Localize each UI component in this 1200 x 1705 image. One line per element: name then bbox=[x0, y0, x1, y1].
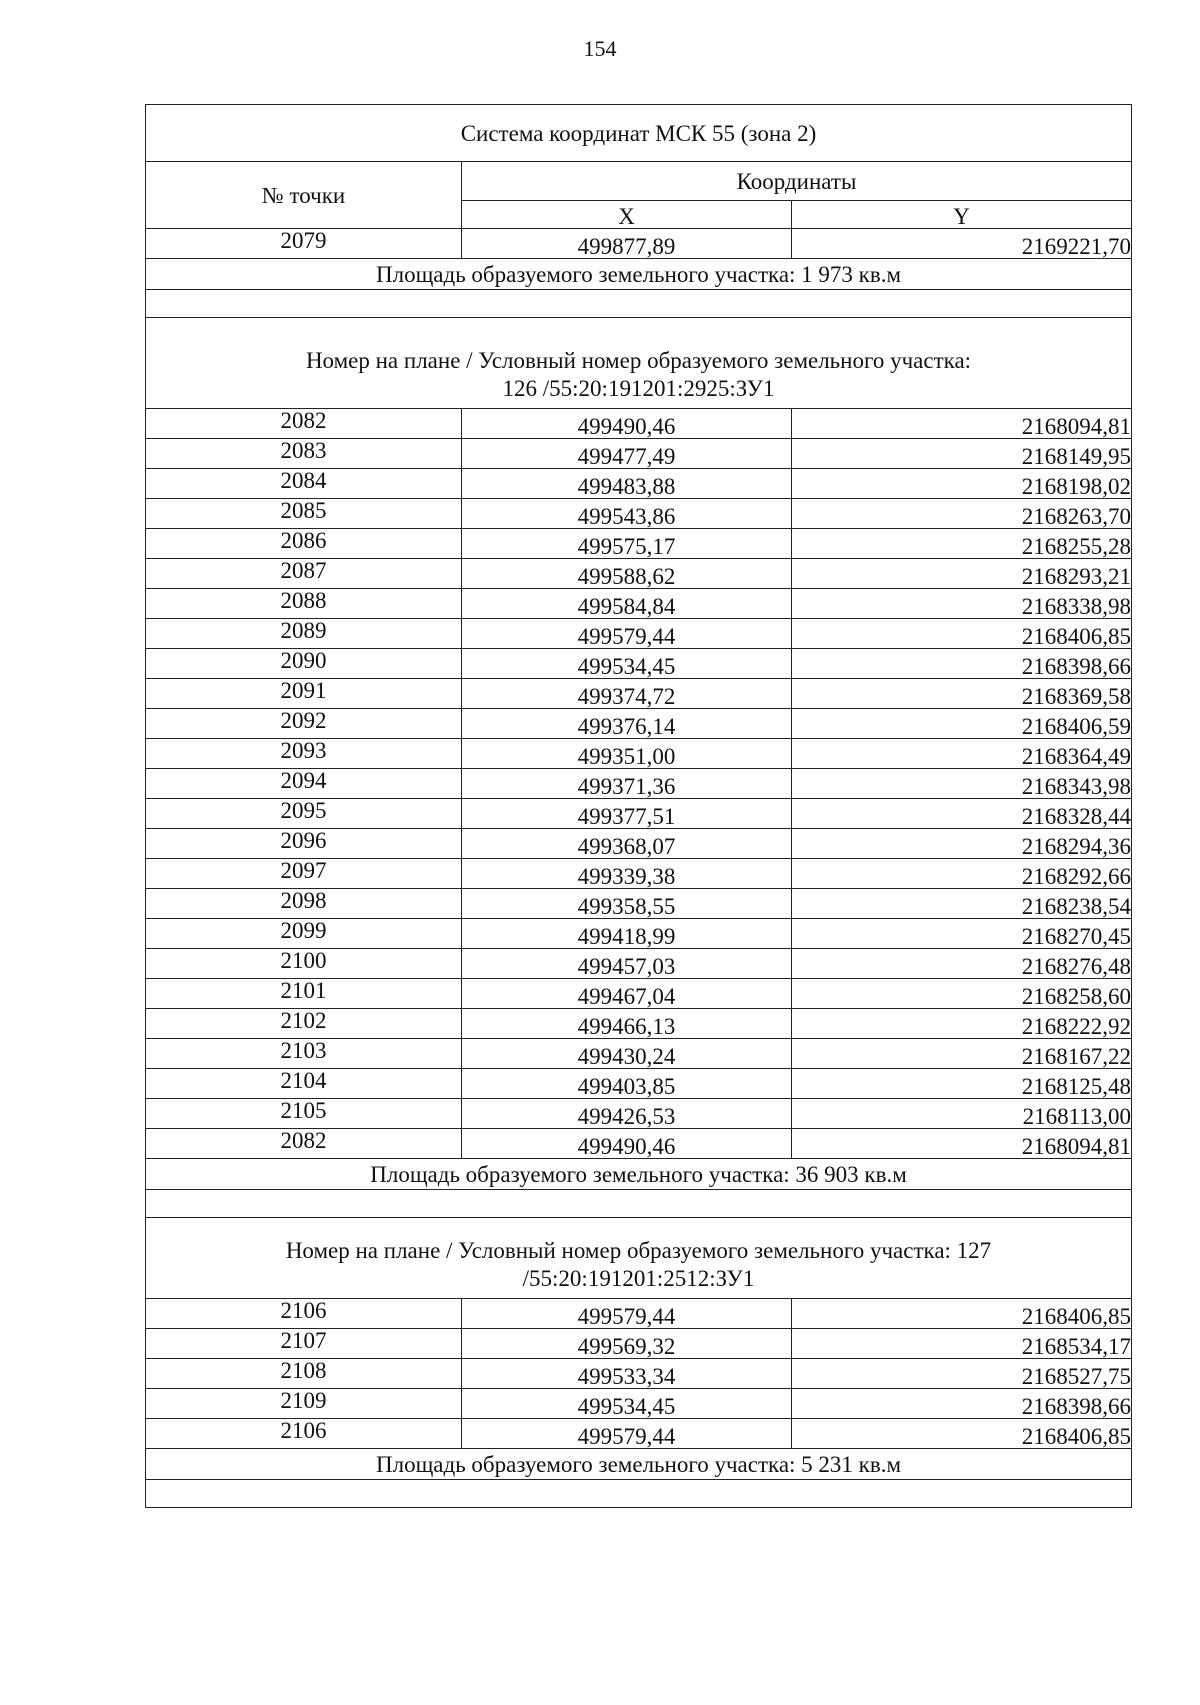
point-number: 2089 bbox=[146, 619, 462, 649]
table-row bbox=[146, 889, 1132, 919]
table-row bbox=[146, 589, 1132, 619]
table-row bbox=[146, 1359, 1132, 1389]
y-coordinate: 2168094,81 bbox=[792, 409, 1132, 439]
area-text: Площадь образуемого земельного участка: 36 903 кв.м bbox=[146, 1159, 1132, 1190]
table-row bbox=[146, 1039, 1132, 1069]
table-row bbox=[146, 1129, 1132, 1159]
y-header: Y bbox=[792, 201, 1132, 229]
table-row bbox=[146, 1009, 1132, 1039]
y-coordinate: 2169221,70 bbox=[792, 229, 1132, 259]
area-text: Площадь образуемого земельного участка: 5 231 кв.м bbox=[146, 1449, 1132, 1480]
table-row bbox=[146, 1299, 1132, 1329]
plot-header-line1: Номер на плане / Условный номер образуемого земельного участка: bbox=[305, 347, 972, 373]
page-number: 154 bbox=[583, 36, 617, 61]
point-number: 2092 bbox=[146, 709, 462, 739]
x-coordinate: 499534,45 bbox=[462, 649, 792, 679]
point-number: 2094 bbox=[146, 769, 462, 799]
y-coordinate: 2168369,58 bbox=[792, 679, 1132, 709]
table-row bbox=[146, 1329, 1132, 1359]
table-row bbox=[146, 799, 1132, 829]
area-row bbox=[146, 1449, 1132, 1480]
point-number: 2103 bbox=[146, 1039, 462, 1069]
table-row bbox=[146, 1389, 1132, 1419]
x-coordinate: 499376,14 bbox=[462, 709, 792, 739]
point-number: 2105 bbox=[146, 1099, 462, 1129]
y-coordinate: 2168270,45 bbox=[792, 919, 1132, 949]
coordinates-header: Координаты bbox=[462, 162, 1132, 201]
y-coordinate: 2168222,92 bbox=[792, 1009, 1132, 1039]
plot-header-line1: Номер на плане / Условный номер образуемого земельного участка: 127 bbox=[285, 1237, 992, 1263]
point-number: 2098 bbox=[146, 889, 462, 919]
x-coordinate: 499588,62 bbox=[462, 559, 792, 589]
point-number: 2108 bbox=[146, 1359, 462, 1389]
x-coordinate: 499377,51 bbox=[462, 799, 792, 829]
point-number: 2097 bbox=[146, 859, 462, 889]
point-number: 2093 bbox=[146, 739, 462, 769]
y-coordinate: 2168294,36 bbox=[792, 829, 1132, 859]
point-number: 2085 bbox=[146, 499, 462, 529]
header-row bbox=[146, 162, 1132, 201]
y-coordinate: 2168125,48 bbox=[792, 1069, 1132, 1099]
y-coordinate: 2168398,66 bbox=[792, 649, 1132, 679]
y-coordinate: 2168527,75 bbox=[792, 1359, 1132, 1389]
y-coordinate: 2168258,60 bbox=[792, 979, 1132, 1009]
table-row bbox=[146, 499, 1132, 529]
point-number: 2091 bbox=[146, 679, 462, 709]
table-title-row bbox=[146, 105, 1132, 162]
point-number: 2086 bbox=[146, 529, 462, 559]
x-coordinate: 499371,36 bbox=[462, 769, 792, 799]
x-header: X bbox=[462, 201, 792, 229]
table-row bbox=[146, 769, 1132, 799]
x-coordinate: 499430,24 bbox=[462, 1039, 792, 1069]
point-number: 2109 bbox=[146, 1389, 462, 1419]
table-row bbox=[146, 679, 1132, 709]
x-coordinate: 499584,84 bbox=[462, 589, 792, 619]
y-coordinate: 2168167,22 bbox=[792, 1039, 1132, 1069]
blank-row bbox=[146, 1480, 1132, 1508]
table-row bbox=[146, 559, 1132, 589]
point-number: 2084 bbox=[146, 469, 462, 499]
table-row bbox=[146, 709, 1132, 739]
x-coordinate: 499403,85 bbox=[462, 1069, 792, 1099]
x-coordinate: 499339,38 bbox=[462, 859, 792, 889]
point-number: 2101 bbox=[146, 979, 462, 1009]
x-coordinate: 499579,44 bbox=[462, 1419, 792, 1449]
y-coordinate: 2168149,95 bbox=[792, 439, 1132, 469]
point-number: 2100 bbox=[146, 949, 462, 979]
point-number: 2087 bbox=[146, 559, 462, 589]
point-number: 2083 bbox=[146, 439, 462, 469]
table-row bbox=[146, 1069, 1132, 1099]
y-coordinate: 2168263,70 bbox=[792, 499, 1132, 529]
y-coordinate: 2168238,54 bbox=[792, 889, 1132, 919]
table-row bbox=[146, 469, 1132, 499]
plot-header bbox=[146, 318, 1132, 409]
point-number: 2096 bbox=[146, 829, 462, 859]
y-coordinate: 2168113,00 bbox=[792, 1099, 1132, 1129]
point-number: 2106 bbox=[146, 1299, 462, 1329]
point-number: 2082 bbox=[146, 1129, 462, 1159]
table-row bbox=[146, 619, 1132, 649]
x-coordinate: 499579,44 bbox=[462, 619, 792, 649]
coordinates-table bbox=[145, 104, 1132, 1508]
y-coordinate: 2168406,59 bbox=[792, 709, 1132, 739]
point-number: 2088 bbox=[146, 589, 462, 619]
y-coordinate: 2168338,98 bbox=[792, 589, 1132, 619]
table-row bbox=[146, 529, 1132, 559]
x-coordinate: 499483,88 bbox=[462, 469, 792, 499]
y-coordinate: 2168398,66 bbox=[792, 1389, 1132, 1419]
table-row bbox=[146, 409, 1132, 439]
y-coordinate: 2168534,17 bbox=[792, 1329, 1132, 1359]
x-coordinate: 499534,45 bbox=[462, 1389, 792, 1419]
table-row bbox=[146, 979, 1132, 1009]
y-coordinate: 2168276,48 bbox=[792, 949, 1132, 979]
x-coordinate: 499490,46 bbox=[462, 409, 792, 439]
y-coordinate: 2168293,21 bbox=[792, 559, 1132, 589]
plot-header-line2: 126 /55:20:191201:2925:ЗУ1 bbox=[502, 376, 775, 402]
point-number: 2106 bbox=[146, 1419, 462, 1449]
point-number-header: № точки bbox=[146, 162, 462, 229]
point-number: 2102 bbox=[146, 1009, 462, 1039]
x-coordinate: 499467,04 bbox=[462, 979, 792, 1009]
plot-header-row bbox=[146, 318, 1132, 409]
table-row bbox=[146, 1099, 1132, 1129]
x-coordinate: 499351,00 bbox=[462, 739, 792, 769]
y-coordinate: 2168364,49 bbox=[792, 739, 1132, 769]
table-title: Система координат МСК 55 (зона 2) bbox=[146, 105, 1132, 162]
x-coordinate: 499477,49 bbox=[462, 439, 792, 469]
y-coordinate: 2168343,98 bbox=[792, 769, 1132, 799]
x-coordinate: 499374,72 bbox=[462, 679, 792, 709]
x-coordinate: 499426,53 bbox=[462, 1099, 792, 1129]
x-coordinate: 499490,46 bbox=[462, 1129, 792, 1159]
x-coordinate: 499368,07 bbox=[462, 829, 792, 859]
point-number: 2082 bbox=[146, 409, 462, 439]
point-number: 2090 bbox=[146, 649, 462, 679]
table-row bbox=[146, 1419, 1132, 1449]
y-coordinate: 2168406,85 bbox=[792, 1299, 1132, 1329]
table-row bbox=[146, 229, 1132, 259]
y-coordinate: 2168198,02 bbox=[792, 469, 1132, 499]
table-row bbox=[146, 859, 1132, 889]
point-number: 2107 bbox=[146, 1329, 462, 1359]
table-row bbox=[146, 649, 1132, 679]
point-number: 2104 bbox=[146, 1069, 462, 1099]
y-coordinate: 2168255,28 bbox=[792, 529, 1132, 559]
x-coordinate: 499877,89 bbox=[462, 229, 792, 259]
area-text: Площадь образуемого земельного участка: 1 973 кв.м bbox=[146, 259, 1132, 290]
y-coordinate: 2168094,81 bbox=[792, 1129, 1132, 1159]
x-coordinate: 499466,13 bbox=[462, 1009, 792, 1039]
x-coordinate: 499569,32 bbox=[462, 1329, 792, 1359]
table-row bbox=[146, 949, 1132, 979]
y-coordinate: 2168328,44 bbox=[792, 799, 1132, 829]
point-number: 2079 bbox=[146, 229, 462, 259]
table-row bbox=[146, 919, 1132, 949]
table-row bbox=[146, 439, 1132, 469]
plot-header bbox=[146, 1218, 1132, 1299]
area-row bbox=[146, 1159, 1132, 1190]
blank-row bbox=[146, 290, 1132, 318]
x-coordinate: 499358,55 bbox=[462, 889, 792, 919]
y-coordinate: 2168406,85 bbox=[792, 1419, 1132, 1449]
x-coordinate: 499543,86 bbox=[462, 499, 792, 529]
y-coordinate: 2168292,66 bbox=[792, 859, 1132, 889]
point-number: 2099 bbox=[146, 919, 462, 949]
blank-row bbox=[146, 1190, 1132, 1218]
point-number: 2095 bbox=[146, 799, 462, 829]
y-coordinate: 2168406,85 bbox=[792, 619, 1132, 649]
x-coordinate: 499533,34 bbox=[462, 1359, 792, 1389]
x-coordinate: 499457,03 bbox=[462, 949, 792, 979]
table-row bbox=[146, 739, 1132, 769]
table-row bbox=[146, 829, 1132, 859]
plot-header-line2: /55:20:191201:2512:ЗУ1 bbox=[522, 1266, 755, 1292]
area-row bbox=[146, 259, 1132, 290]
x-coordinate: 499579,44 bbox=[462, 1299, 792, 1329]
x-coordinate: 499575,17 bbox=[462, 529, 792, 559]
x-coordinate: 499418,99 bbox=[462, 919, 792, 949]
plot-header-row bbox=[146, 1218, 1132, 1299]
